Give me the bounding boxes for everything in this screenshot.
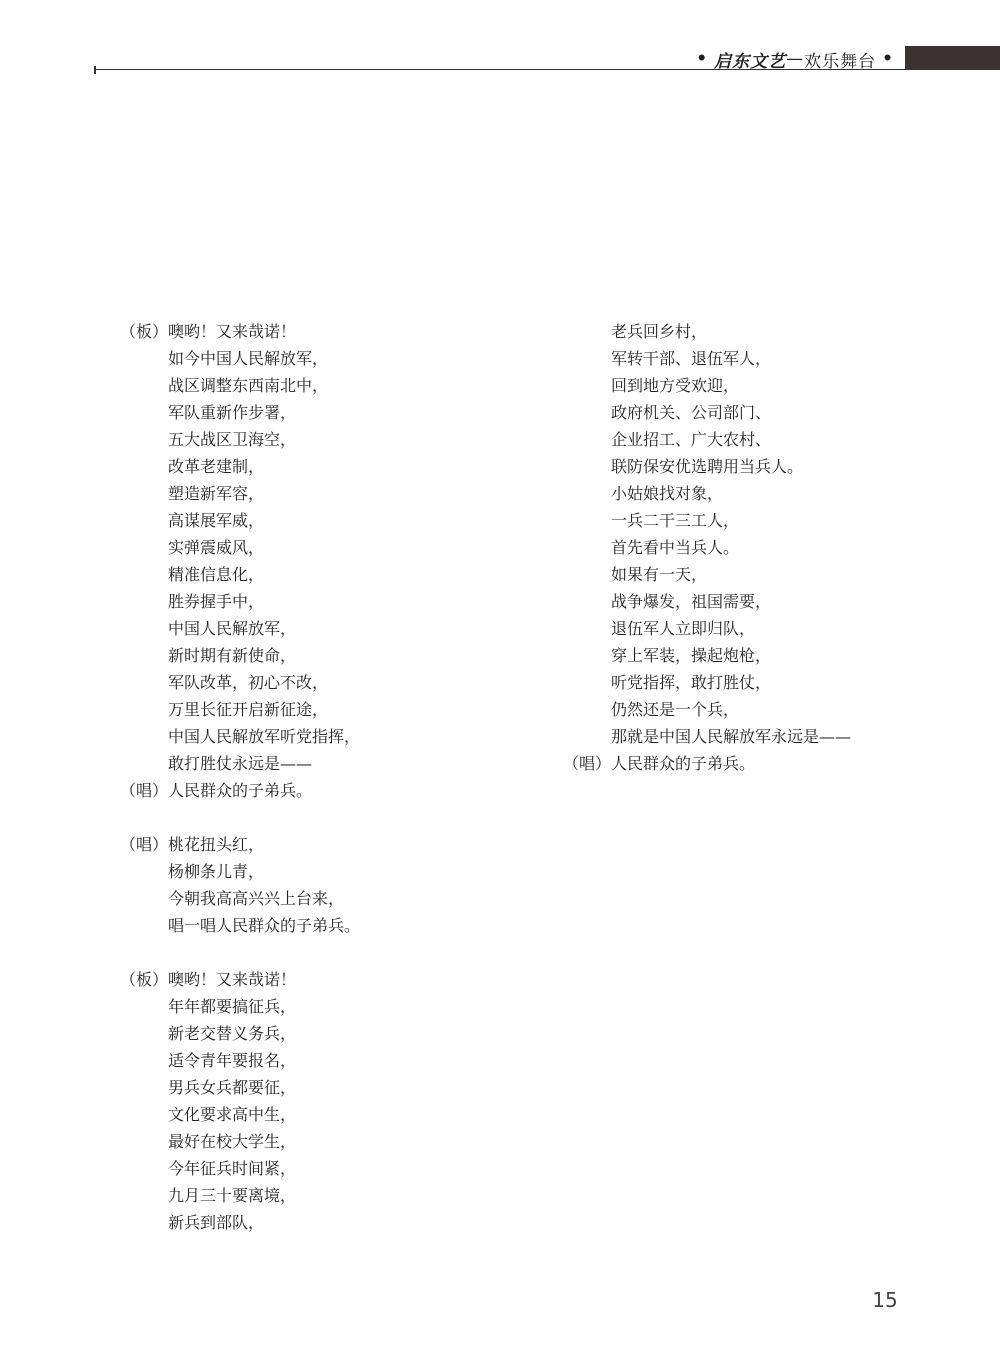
performance-cue	[120, 1182, 168, 1209]
lyric-text: 听党指挥，敢打胜仗，	[611, 673, 772, 692]
lyric-line	[563, 534, 963, 561]
lyric-text: 今朝我高高兴兴上台来，	[168, 889, 345, 908]
lyric-text: 战争爆发，祖国需要，	[611, 592, 772, 611]
lyric-line	[120, 1182, 540, 1209]
page-number: 15	[872, 1288, 898, 1312]
left-column	[120, 318, 540, 1236]
lyric-line	[563, 318, 963, 345]
lyric-line	[563, 480, 963, 507]
lyric-line	[120, 642, 540, 669]
lyric-line	[120, 1020, 540, 1047]
performance-cue: （唱）	[120, 835, 169, 854]
lyric-line	[120, 345, 540, 372]
performance-cue	[120, 480, 168, 507]
lyric-line	[563, 426, 963, 453]
lyric-line	[120, 777, 540, 804]
performance-cue	[563, 318, 611, 345]
lyric-line	[120, 318, 540, 345]
lyric-line	[120, 723, 540, 750]
performance-cue	[120, 858, 168, 885]
performance-cue	[120, 885, 168, 912]
lyric-line	[563, 696, 963, 723]
lyric-text: 适令青年要报名，	[168, 1051, 297, 1070]
lyric-line	[120, 912, 540, 939]
header-rule-tick	[94, 66, 96, 74]
performance-cue	[563, 480, 611, 507]
header-color-block	[905, 46, 1000, 70]
stanza-gap	[120, 939, 540, 966]
lyric-text: 九月三十要离境，	[168, 1186, 297, 1205]
performance-cue	[563, 615, 611, 642]
lyric-line	[120, 615, 540, 642]
journal-name: 启东文艺	[714, 51, 787, 72]
lyric-text: 精准信息化，	[168, 565, 265, 584]
lyric-text: 今年征兵时间紧，	[168, 1159, 297, 1178]
performance-cue	[563, 345, 611, 372]
performance-cue	[563, 561, 611, 588]
lyric-line	[120, 669, 540, 696]
performance-cue	[120, 1155, 168, 1182]
lyric-line	[120, 399, 540, 426]
lyric-line	[563, 453, 963, 480]
lyric-line	[563, 669, 963, 696]
performance-cue	[563, 642, 611, 669]
lyric-line	[120, 696, 540, 723]
lyric-line	[120, 1128, 540, 1155]
lyric-text: 实弹震威风，	[168, 538, 265, 557]
lyric-line	[120, 1047, 540, 1074]
lyric-line	[120, 1074, 540, 1101]
performance-cue	[563, 507, 611, 534]
performance-cue	[120, 507, 168, 534]
performance-cue	[120, 534, 168, 561]
performance-cue	[563, 453, 611, 480]
header-dot-right: •	[882, 49, 894, 69]
performance-cue: （唱）	[120, 781, 169, 800]
lyric-line	[120, 1155, 540, 1182]
lyric-text: 噢哟！又来哉诺！	[168, 322, 297, 341]
performance-cue: （板）	[120, 322, 169, 341]
lyric-line	[563, 561, 963, 588]
performance-cue	[563, 696, 611, 723]
lyric-text: 改革老建制，	[168, 457, 265, 476]
lyric-text: 中国人民解放军听党指挥，	[168, 727, 361, 746]
lyric-text: 胜券握手中，	[168, 592, 265, 611]
lyric-line	[563, 723, 963, 750]
lyric-line	[563, 588, 963, 615]
section-name: 欢乐舞台	[804, 51, 877, 72]
lyric-text: 最好在校大学生，	[168, 1132, 297, 1151]
right-column	[563, 318, 963, 777]
lyric-line	[563, 372, 963, 399]
lyric-line	[120, 1209, 540, 1236]
lyric-text: 文化要求高中生，	[168, 1105, 297, 1124]
lyric-line	[120, 561, 540, 588]
lyric-text: 首先看中当兵人。	[611, 538, 740, 557]
lyric-line	[563, 399, 963, 426]
lyric-text: 那就是中国人民解放军永远是——	[611, 727, 852, 746]
lyric-text: 桃花扭头红，	[168, 835, 265, 854]
lyric-text: 穿上军装，操起炮枪，	[611, 646, 772, 665]
lyric-text: 军队重新作步署，	[168, 403, 297, 422]
performance-cue	[120, 426, 168, 453]
performance-cue	[120, 912, 168, 939]
lyric-line	[563, 345, 963, 372]
lyric-text: 如今中国人民解放军，	[168, 349, 329, 368]
lyric-line	[563, 507, 963, 534]
performance-cue	[563, 399, 611, 426]
lyric-text: 新时期有新使命，	[168, 646, 297, 665]
lyric-text: 军转干部、退伍军人，	[611, 349, 772, 368]
lyric-text: 仍然还是一个兵，	[611, 700, 740, 719]
lyric-line	[120, 507, 540, 534]
lyric-text: 万里长征开启新征途，	[168, 700, 329, 719]
lyric-text: 高谋展军威，	[168, 511, 265, 530]
lyric-line	[120, 426, 540, 453]
lyric-text: 新兵到部队，	[168, 1213, 265, 1232]
performance-cue	[120, 1047, 168, 1074]
lyric-text: 联防保安优选聘用当兵人。	[611, 457, 804, 476]
performance-cue: （唱）	[563, 754, 612, 773]
lyric-line	[120, 993, 540, 1020]
performance-cue	[120, 615, 168, 642]
performance-cue	[563, 372, 611, 399]
header-separator: —	[786, 49, 805, 69]
performance-cue	[563, 534, 611, 561]
performance-cue	[120, 453, 168, 480]
lyric-text: 中国人民解放军，	[168, 619, 297, 638]
performance-cue	[120, 1074, 168, 1101]
performance-cue	[120, 1209, 168, 1236]
lyric-text: 小姑娘找对象，	[611, 484, 724, 503]
performance-cue	[120, 696, 168, 723]
lyric-text: 噢哟！又来哉诺！	[168, 970, 297, 989]
lyric-text: 军队改革，初心不改，	[168, 673, 329, 692]
lyric-line	[563, 615, 963, 642]
performance-cue	[120, 1101, 168, 1128]
performance-cue: （板）	[120, 970, 169, 989]
lyric-text: 战区调整东西南北中，	[168, 376, 329, 395]
lyric-text: 回到地方受欢迎，	[611, 376, 740, 395]
performance-cue	[120, 561, 168, 588]
header-dot-left: •	[696, 49, 709, 69]
lyric-text: 敢打胜仗永远是——	[168, 754, 313, 773]
performance-cue	[563, 588, 611, 615]
lyric-line	[120, 750, 540, 777]
performance-cue	[120, 642, 168, 669]
performance-cue	[120, 669, 168, 696]
performance-cue	[120, 372, 168, 399]
lyric-line	[120, 966, 540, 993]
lyric-line	[563, 750, 963, 777]
stanza-gap	[120, 804, 540, 831]
lyric-line	[120, 885, 540, 912]
running-header	[660, 46, 900, 72]
lyric-text: 五大战区卫海空，	[168, 430, 297, 449]
lyric-line	[120, 534, 540, 561]
performance-cue	[120, 993, 168, 1020]
lyric-line	[120, 858, 540, 885]
lyric-text: 新老交替义务兵，	[168, 1024, 297, 1043]
lyric-text: 如果有一天，	[611, 565, 708, 584]
performance-cue	[563, 723, 611, 750]
performance-cue	[563, 426, 611, 453]
lyric-text: 年年都要搞征兵，	[168, 997, 297, 1016]
lyric-line	[120, 1101, 540, 1128]
lyric-text: 人民群众的子弟兵。	[168, 781, 313, 800]
lyric-text: 塑造新军容，	[168, 484, 265, 503]
lyric-text: 老兵回乡村，	[611, 322, 708, 341]
lyric-text: 政府机关、公司部门、	[611, 403, 772, 422]
lyric-text: 唱一唱人民群众的子弟兵。	[168, 916, 361, 935]
lyric-text: 杨柳条儿青，	[168, 862, 265, 881]
lyric-line	[120, 480, 540, 507]
lyric-line	[120, 372, 540, 399]
performance-cue	[120, 588, 168, 615]
lyric-text: 一兵二干三工人，	[611, 511, 740, 530]
lyric-text: 人民群众的子弟兵。	[611, 754, 756, 773]
lyric-text: 企业招工、广大农村、	[611, 430, 772, 449]
performance-cue	[120, 723, 168, 750]
lyric-text: 退伍军人立即归队，	[611, 619, 756, 638]
performance-cue	[120, 750, 168, 777]
performance-cue	[120, 1128, 168, 1155]
performance-cue	[120, 399, 168, 426]
lyric-line	[120, 831, 540, 858]
performance-cue	[120, 345, 168, 372]
lyric-line	[120, 588, 540, 615]
performance-cue	[563, 669, 611, 696]
lyric-line	[563, 642, 963, 669]
lyric-text: 男兵女兵都要征，	[168, 1078, 297, 1097]
lyric-line	[120, 453, 540, 480]
performance-cue	[120, 1020, 168, 1047]
